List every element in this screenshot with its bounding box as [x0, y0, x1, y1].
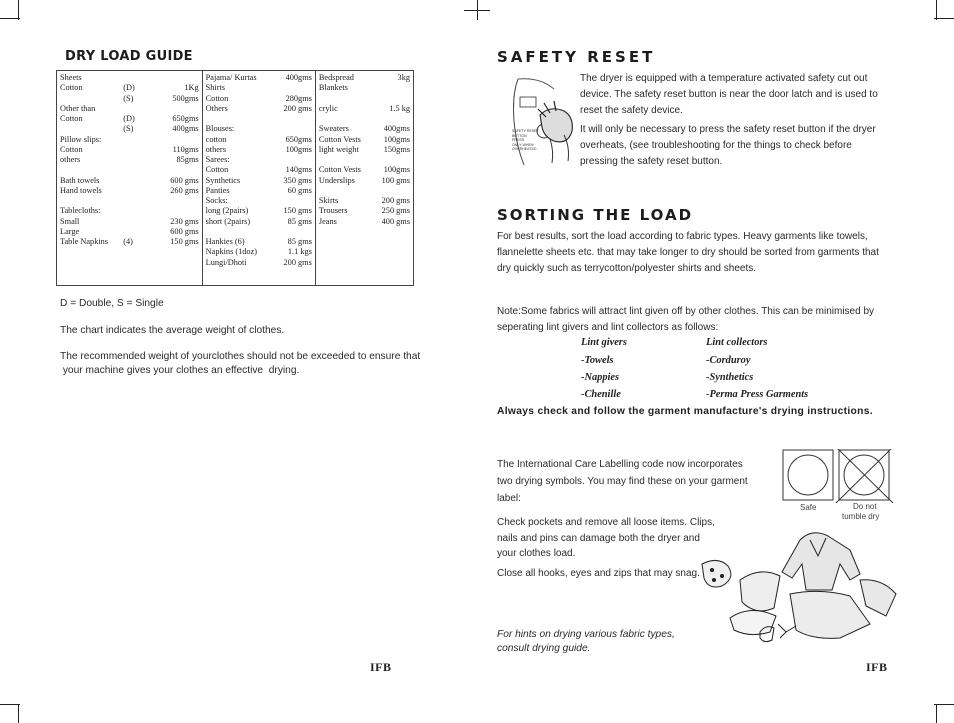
table-cell: 1Kg: [184, 83, 199, 93]
table-cell: 600 gms: [170, 226, 199, 236]
table-cell: Underslips: [318, 175, 355, 185]
table-cell: (S): [123, 124, 134, 134]
table-cell: [123, 155, 144, 165]
table-cell: 280gms: [285, 93, 312, 103]
table-cell: [123, 73, 144, 83]
safety-paragraph-1: The dryer is equipped with a temperature activated safety cut out device. The safety reset button is near the door latch and is used to reset the safety device.: [580, 73, 878, 116]
table-col-items-c: [315, 71, 378, 286]
crop-mark: [934, 704, 954, 705]
table-cell: [206, 227, 269, 237]
table-cell: 110gms: [172, 144, 199, 154]
dry-load-guide-title: DRY LOAD GUIDE: [65, 49, 193, 64]
table-cell: Cotton: [60, 144, 83, 154]
ifb-logo-right: IFB: [866, 660, 888, 674]
table-cell: Pajama/ Kurtas: [205, 73, 257, 82]
crop-mark: [18, 0, 19, 20]
illustration-label-line: PRESS: [512, 138, 525, 143]
table-cell: Blouses:: [205, 124, 235, 134]
table-cell: 150 gms: [170, 237, 199, 246]
ifb-logo-left: IFB: [370, 660, 392, 674]
table-cell: [382, 186, 410, 196]
table-cell: 1.5 kg: [389, 103, 410, 113]
table-cell: 400gms: [383, 124, 410, 134]
crop-mark: [934, 18, 954, 19]
care-symbols: [782, 449, 898, 503]
table-cell: Others: [205, 103, 228, 113]
table-cell: 85gms: [176, 155, 199, 164]
crop-mark: [477, 0, 478, 20]
table-cell: Cotton Vests: [318, 165, 361, 175]
table-cell: Shirts: [205, 83, 226, 93]
table-cell: 100gms: [383, 134, 410, 144]
table-cell: 230 gms: [170, 216, 199, 226]
legend-text: D = Double, S = Single: [60, 298, 164, 309]
always-check-note: Always check and follow the garment manufacture's drying instructions.: [497, 406, 873, 417]
clothes-pile-icon: [700, 520, 900, 650]
table-cell: long (2pairs): [205, 206, 249, 216]
table-cell: 100gms: [285, 144, 312, 154]
table-cell: 1.1 kgs: [287, 247, 312, 257]
table-col-weight-c: [379, 71, 414, 286]
table-cell: 150gms: [383, 144, 410, 154]
table-cell: [60, 124, 117, 134]
crop-mark: [936, 0, 937, 20]
table-col-weight-a: [147, 71, 202, 286]
table-cell: [206, 114, 269, 124]
table-cell: [123, 186, 144, 196]
table-cell: [275, 124, 312, 134]
table-cell: [275, 196, 312, 206]
table-cell: [382, 83, 410, 93]
table-cell: Lungi/Dhoti: [205, 257, 247, 267]
table-cell: 260 gms: [170, 185, 199, 195]
table-cell: [275, 155, 312, 165]
table-cell: 3kg: [397, 73, 410, 82]
table-cell: 600 gms: [170, 175, 199, 185]
table-cell: (4): [123, 237, 133, 246]
table-cell: 650gms: [285, 134, 312, 144]
sorting-title: SORTING THE LOAD: [497, 206, 694, 224]
table-cell: Blankets: [318, 83, 348, 93]
table-cell: Cotton: [205, 93, 229, 103]
table-cell: [60, 94, 117, 104]
table-cell: [123, 176, 144, 186]
table-cell: Skirts: [318, 196, 339, 205]
crop-mark: [0, 18, 20, 19]
table-cell: 85 gms: [287, 237, 312, 246]
table-cell: [123, 145, 144, 155]
table-cell: Cotton: [60, 114, 83, 123]
table-cell: (D): [123, 83, 135, 93]
table-cell: 400gms: [172, 124, 199, 134]
illustration-label-line: ONLY WHEN: [512, 142, 534, 147]
table-cell: [319, 186, 376, 196]
table-cell: 100gms: [383, 165, 410, 175]
illustration-label-line: OVERHEATED: [512, 147, 537, 152]
check-pockets-paragraph: Check pockets and remove all loose items. Clips, nails and pins can damage both the dryer and your clothes load.: [497, 517, 715, 559]
table-cell: Cotton: [205, 165, 229, 175]
table-cell: [382, 155, 410, 165]
table-cell: 200 gms: [283, 257, 312, 267]
table-cell: [382, 114, 410, 124]
table-cell: (S): [123, 93, 134, 103]
table-col-weight-b: [272, 71, 316, 286]
illustration-label: [512, 129, 539, 152]
table-cell: 140gms: [285, 165, 312, 175]
crop-mark: [0, 704, 20, 705]
table-cell: Hankies (6): [205, 237, 245, 246]
table-cell: Hand towels: [60, 185, 102, 195]
table-cell: short (2pairs): [205, 216, 251, 226]
table-cell: Synthetics: [205, 175, 241, 185]
safety-paragraph-2: It will only be necessary to press the safety reset button if the dryer overheats, (see troubleshooting for the things to check before pressing the safety reset button.: [580, 124, 876, 167]
symbol-not-line: tumble dry: [842, 512, 880, 521]
table-col-items-a: [57, 71, 121, 286]
table-cell: [319, 94, 376, 104]
table-cell: 150 gms: [283, 206, 312, 216]
table-cell: Napkins (1doz): [205, 247, 258, 257]
illustration-label-line: SAFETY RESET: [512, 129, 539, 133]
table-cell: Socks:: [205, 196, 228, 205]
safety-reset-title: SAFETY RESET: [497, 48, 656, 66]
table-cell: [123, 196, 144, 206]
table-cell: [123, 227, 144, 237]
table-cell: Jeans: [318, 216, 337, 226]
crop-mark: [18, 704, 19, 723]
table-cell: Bath towels: [60, 175, 100, 185]
dry-load-table: [56, 70, 414, 286]
table-col-type-a: [120, 71, 147, 286]
symbol-not-line: Do not: [853, 502, 877, 511]
table-cell: [150, 73, 198, 83]
table-cell: light weight: [318, 144, 359, 154]
table-cell: Sweaters: [318, 124, 349, 134]
table-col-items-b: [202, 71, 272, 286]
crop-mark: [936, 704, 937, 723]
clothes-illustration: [700, 520, 900, 650]
table-cell: [123, 104, 144, 114]
table-cell: [150, 196, 198, 206]
table-cell: 650gms: [172, 114, 199, 123]
hints-paragraph: For hints on drying various fabric types, consult drying guide.: [497, 629, 675, 654]
table-cell: 400gms: [285, 73, 312, 82]
lint-giver-item: -Nappies: [581, 372, 620, 383]
table-cell: [123, 217, 144, 227]
close-hooks-paragraph: Close all hooks, eyes and zips that may snag.: [497, 568, 700, 579]
table-cell: [123, 135, 144, 145]
table-cell: Table Napkins: [60, 237, 109, 246]
table-cell: Large: [60, 226, 80, 236]
lint-givers-header: Lint givers: [581, 337, 627, 348]
table-cell: others: [205, 144, 226, 154]
table-cell: Other than: [60, 103, 96, 113]
table-cell: Pillow slips:: [60, 134, 102, 144]
table-cell: 60 gms: [287, 185, 312, 195]
table-cell: [275, 227, 312, 237]
table-cell: [123, 165, 144, 175]
care-label-paragraph: The International Care Labelling code now incorporates two drying symbols. You may find these on your garment label:: [497, 459, 748, 504]
table-cell: Trousers: [318, 206, 348, 216]
table-cell: 200 gms: [283, 103, 312, 113]
chart-note: The chart indicates the average weight of clothes.: [60, 325, 285, 336]
symbol-not-label: [842, 502, 880, 522]
table-cell: [150, 206, 198, 216]
table-cell: Sarees:: [205, 155, 230, 164]
table-cell: [123, 206, 144, 216]
lint-giver-item: -Towels: [581, 355, 614, 366]
table-cell: Sheets: [60, 73, 82, 82]
table-cell: cotton: [205, 134, 227, 144]
lint-collector-item: -Corduroy: [706, 355, 751, 366]
recommend-note-line1: The recommended weight of yourclothes should not be exceeded to ensure that: [60, 351, 421, 362]
hand-pressing-button-icon: [510, 75, 576, 167]
table-cell: crylic: [318, 103, 338, 113]
table-cell: [150, 165, 198, 175]
table-cell: 500gms: [172, 93, 199, 103]
table-cell: 200 gms: [381, 196, 410, 205]
table-cell: [150, 135, 198, 145]
lint-giver-item: -Chenille: [581, 389, 621, 400]
table-cell: 100 gms: [381, 175, 410, 185]
table-cell: [319, 155, 376, 165]
table-cell: Tablecloths:: [60, 206, 101, 216]
table-cell: Panties: [205, 185, 230, 195]
tumble-dry-symbols-icon: [782, 449, 898, 503]
symbol-safe-label: Safe: [800, 503, 817, 512]
lint-collector-item: -Perma Press Garments: [706, 389, 809, 400]
illustration-label-line: BUTTON: [512, 133, 527, 138]
table-cell: Small: [60, 216, 80, 226]
table-cell: 350 gms: [283, 175, 312, 185]
table-cell: Bedspread: [318, 73, 354, 82]
lint-collector-item: -Synthetics: [706, 372, 754, 383]
table-cell: [275, 83, 312, 93]
lint-note: Note:Some fabrics will attract lint given off by other clothes. This can be minimised by seperating lint givers and lint collectors as follows:: [497, 306, 875, 333]
lint-collectors-header: Lint collectors: [706, 337, 768, 348]
table-cell: Cotton: [60, 83, 83, 93]
table-cell: 250 gms: [381, 206, 410, 216]
table-cell: Cotton Vests: [318, 134, 361, 144]
table-cell: 400 gms: [381, 216, 410, 226]
table-cell: [60, 196, 117, 206]
safety-reset-illustration: [510, 75, 576, 167]
table-cell: others: [60, 155, 81, 164]
table-cell: [319, 114, 376, 124]
table-cell: [275, 114, 312, 124]
table-cell: [382, 94, 410, 104]
table-cell: [60, 165, 117, 175]
table-cell: 85 gms: [287, 216, 312, 226]
sorting-paragraph: For best results, sort the load according to fabric types. Heavy garments like towels, flannelette sheets etc. that may take longer to dry should be sorted from garments that dry quickly such as terrycotton/polyester shirts and sheets.: [497, 231, 879, 274]
table-cell: [150, 104, 198, 114]
recommend-note-line2: your machine gives your clothes an effective drying.: [60, 365, 300, 376]
table-cell: (D): [123, 114, 135, 123]
